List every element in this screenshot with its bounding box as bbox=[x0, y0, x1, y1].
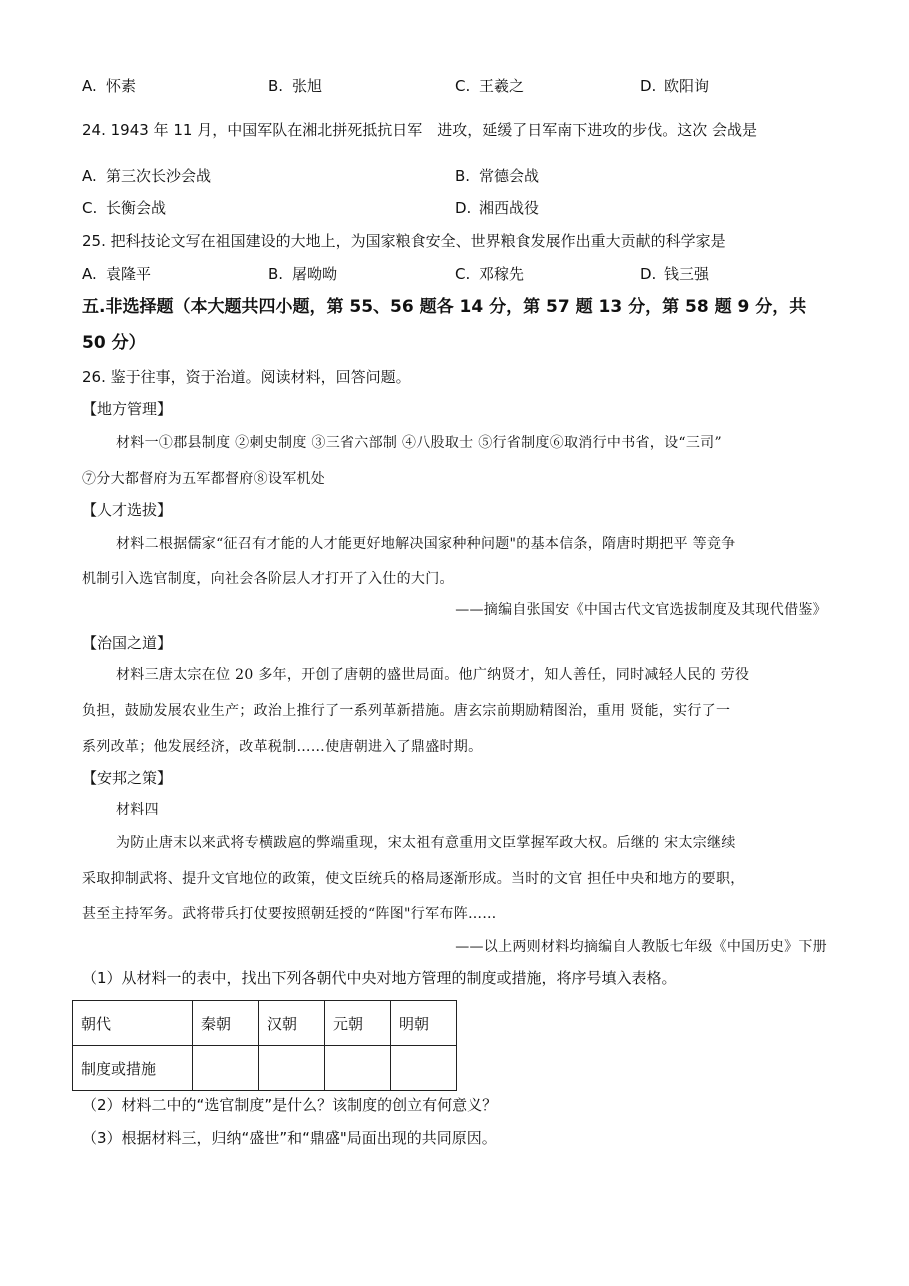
answer-cell-ming[interactable] bbox=[391, 1046, 457, 1091]
table-row-label: 制度或措施 bbox=[73, 1046, 193, 1091]
q24-stem: 24. 1943 年 11 月，中国军队在湘北拼死抵抗日军 进攻，延缓了日军南下进攻的步伐。这次 会战是 bbox=[82, 121, 757, 139]
material4-line3: 甚至主持军务。武将带兵打仗要按照朝廷授的“阵图"行军布阵…… bbox=[82, 906, 497, 922]
material3-line3: 系列改革；他发展经济，改革税制……使唐朝进入了鼎盛时期。 bbox=[82, 739, 483, 755]
material4-source: ——以上两则材料均摘编自人教版七年级《中国历史》下册 bbox=[455, 939, 827, 955]
q25-option-b: B. 屠呦呦 bbox=[268, 265, 338, 283]
q25-option-c: C. 邓稼先 bbox=[455, 265, 525, 283]
q24-option-c: C. 长衡会战 bbox=[82, 199, 167, 217]
q24-option-d: D. 湘西战役 bbox=[455, 199, 540, 217]
material2-source: ——摘编自张国安《中国古代文官选拔制度及其现代借鉴》 bbox=[455, 602, 827, 618]
table-header-dynasty: 朝代 bbox=[73, 1001, 193, 1046]
material4-line1: 为防止唐末以来武将专横跋扈的弊端重现，宋太祖有意重用文臣掌握军政大权。后继的 宋太宗继续 bbox=[116, 835, 736, 851]
table-header-ming: 明朝 bbox=[391, 1001, 457, 1046]
answer-cell-han[interactable] bbox=[259, 1046, 325, 1091]
table-header-qin: 秦朝 bbox=[193, 1001, 259, 1046]
heading-talent-selection: 【人才选拔】 bbox=[82, 501, 173, 519]
material4-title: 材料四 bbox=[116, 802, 159, 818]
heading-governance: 【治国之道】 bbox=[82, 634, 173, 652]
heading-local-management: 【地方管理】 bbox=[82, 400, 173, 418]
q26-stem: 26. 鉴于往事，资于治道。阅读材料，回答问题。 bbox=[82, 368, 411, 386]
sub-question-2: （2）材料二中的“选官制度”是什么？该制度的创立有何意义？ bbox=[82, 1096, 498, 1114]
q25-stem: 25. 把科技论文写在祖国建设的大地上，为国家粮食安全、世界粮食发展作出重大贡献的科学家是 bbox=[82, 232, 726, 250]
q23-option-c: C. 王羲之 bbox=[455, 77, 525, 95]
table-row bbox=[73, 1001, 457, 1046]
material4-line2: 采取抑制武将、提升文官地位的政策，使文臣统兵的格局逐渐形成。当时的文官 担任中央和地方的要职， bbox=[82, 871, 745, 887]
q25-option-d: D. 钱三强 bbox=[640, 265, 710, 283]
material2-line1: 材料二根据儒家“征召有才能的人才能更好地解决国家种种问题"的基本信条，隋唐时期把平 等竞争 bbox=[116, 536, 736, 552]
material3-line2: 负担，鼓励发展农业生产；政治上推行了一系列革新措施。唐玄宗前期励精图治，重用 贤能，实行了一 bbox=[82, 703, 731, 719]
answer-cell-yuan[interactable] bbox=[325, 1046, 391, 1091]
answer-cell-qin[interactable] bbox=[193, 1046, 259, 1091]
sub-question-1: （1）从材料一的表中，找出下列各朝代中央对地方管理的制度或措施，将序号填入表格。 bbox=[82, 969, 677, 987]
section-heading-line1: 五.非选择题（本大题共四小题，第 55、56 题各 14 分，第 57 题 13 分，第 58 题 9 分，共 bbox=[82, 297, 807, 317]
q23-option-a: A. 怀素 bbox=[82, 77, 137, 95]
q23-option-b: B. 张旭 bbox=[268, 77, 323, 95]
material1-line1: 材料一①郡县制度 ②刺史制度 ③三省六部制 ④八股取士 ⑤行省制度⑥取消行中书省，设“三司” bbox=[116, 435, 722, 451]
q25-option-a: A. 袁隆平 bbox=[82, 265, 152, 283]
heading-stability-policy: 【安邦之策】 bbox=[82, 769, 173, 787]
table-row bbox=[73, 1046, 457, 1091]
sub-question-3: （3）根据材料三，归纳“盛世”和“鼎盛"局面出现的共同原因。 bbox=[82, 1129, 497, 1147]
material1-line2: ⑦分大都督府为五军都督府⑧设军机处 bbox=[82, 471, 326, 487]
material2-line2: 机制引入选官制度，向社会各阶层人才打开了入仕的大门。 bbox=[82, 571, 454, 587]
q23-option-d: D. 欧阳询 bbox=[640, 77, 710, 95]
section-heading-line2: 50 分） bbox=[82, 333, 146, 353]
material3-line1: 材料三唐太宗在位 20 多年，开创了唐朝的盛世局面。他广纳贤才，知人善任，同时减轻人民的 劳役 bbox=[116, 667, 750, 683]
q24-option-b: B. 常德会战 bbox=[455, 167, 540, 185]
table-header-yuan: 元朝 bbox=[325, 1001, 391, 1046]
table-header-han: 汉朝 bbox=[259, 1001, 325, 1046]
q24-option-a: A. 第三次长沙会战 bbox=[82, 167, 212, 185]
answer-table bbox=[72, 1000, 457, 1091]
